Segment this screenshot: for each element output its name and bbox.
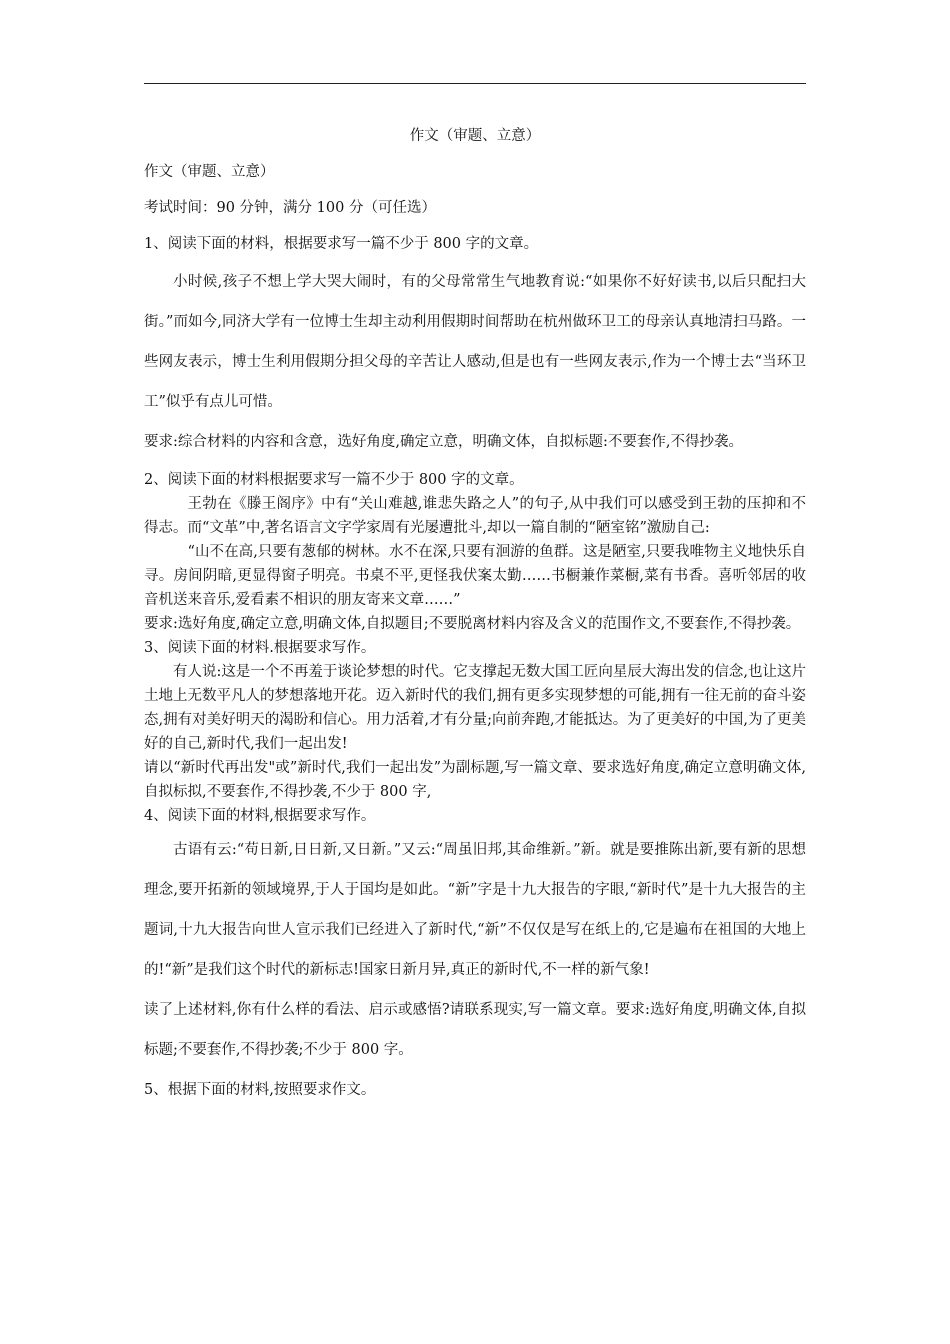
q4-requirement: 读了上述材料,你有什么样的看法、启示或感悟?请联系现实,写一篇文章。要求:选好角度,明确文体,自拟标题;不要套作,不得抄袭;不少于 800 字。: [144, 1002, 806, 1058]
q1-requirement: 要求:综合材料的内容和含意，选好角度,确定立意，明确文体，自拟标题:不要套作,不得抄袭。: [144, 434, 743, 450]
q1-prompt: 1、阅读下面的材料，根据要求写一篇不少于 800 字的文章。: [144, 236, 539, 252]
page-title: 作文（审题、立意）: [409, 128, 541, 144]
q3-material: 有人说:这是一个不再羞于谈论梦想的时代。它支撑起无数大国工匠向星辰大海出发的信念,也让这片土地上无数平凡人的梦想落地开花。迈入新时代的我们,拥有更多实现梦想的可能,拥有一往无前的奋斗姿态,拥有对美好明天的渴盼和信心。用力活着,才有分量;向前奔跑,才能抵达。为了更美好的中国,为了更美好的自己,新时代,我们一起出发!: [144, 664, 806, 752]
q5-prompt: 5、根据下面的材料,按照要求作文。: [144, 1082, 376, 1098]
q4-material: 古语有云:“苟日新,日日新,又日新。”又云:“周虽旧邦,其命维新。”新。就是要推陈出新,要有新的思想理念,要开拓新的领域境界,于人于国均是如此。“新”字是十九大报告的字眼,“新时代”是十九大报告的主题词,十九大报告向世人宣示我们已经进入了新时代,“新”不仅仅是写在纸上的,它是遍布在祖国的大地上的!“新”是我们这个时代的新标志!国家日新月异,真正的新时代,不一样的新气象!: [144, 842, 806, 978]
q1-material: 小时候,孩子不想上学大哭大闹时，有的父母常常生气地教育说:“如果你不好好读书,以后只配扫大街。”而如今,同济大学有一位博士生却主动利用假期时间帮助在杭州做环卫工的母亲认真地清扫马路。一些网友表示，博士生利用假期分担父母的辛苦让人感动,但是也有一些网友表示,作为一个博士去“当环卫工”似乎有点儿可惜。: [144, 274, 806, 410]
q2-quote: “山不在高,只要有葱郁的树林。水不在深,只要有洄游的鱼群。这是陋室,只要我唯物主义地快乐自寻。房间阴暗,更显得窗子明亮。书桌不平,更怪我伏案太勤……书橱兼作菜橱,菜有书香。喜听邻居的收音机送来音乐,爱看素不相识的朋友寄来文章……”: [144, 544, 806, 608]
header-rule: [144, 83, 806, 84]
document-page: [144, 118, 806, 1110]
q3-requirement: 请以“新时代再出发"或”新时代,我们一起出发”为副标题,写一篇文章、要求选好角度,确定立意明确文体,自拟标拟,不要套作,不得抄袭,不少于 800 字,: [144, 760, 806, 800]
q2-prompt: 2、阅读下面的材料根据要求写一篇不少于 800 字的文章。: [144, 472, 524, 488]
q3-prompt: 3、阅读下面的材料.根据要求写作。: [144, 640, 376, 656]
q2-material: 王勃在《滕王阁序》中有“关山难越,谁悲失路之人”的句子,从中我们可以感受到王勃的压抑和不得志。而“文革”中,著名语言文字学家周有光屡遭批斗,却以一篇自制的“陋室铭”激励自己:: [144, 496, 806, 536]
subtitle: 作文（审题、立意）: [144, 164, 275, 180]
q4-prompt: 4、阅读下面的材料,根据要求写作。: [144, 808, 376, 824]
q2-requirement: 要求:选好角度,确定立意,明确文体,自拟题目;不要脱离材料内容及含义的范围作文,不要套作,不得抄袭。: [144, 616, 801, 632]
exam-info: 考试时间：90 分钟，满分 100 分（可任选）: [144, 200, 436, 216]
